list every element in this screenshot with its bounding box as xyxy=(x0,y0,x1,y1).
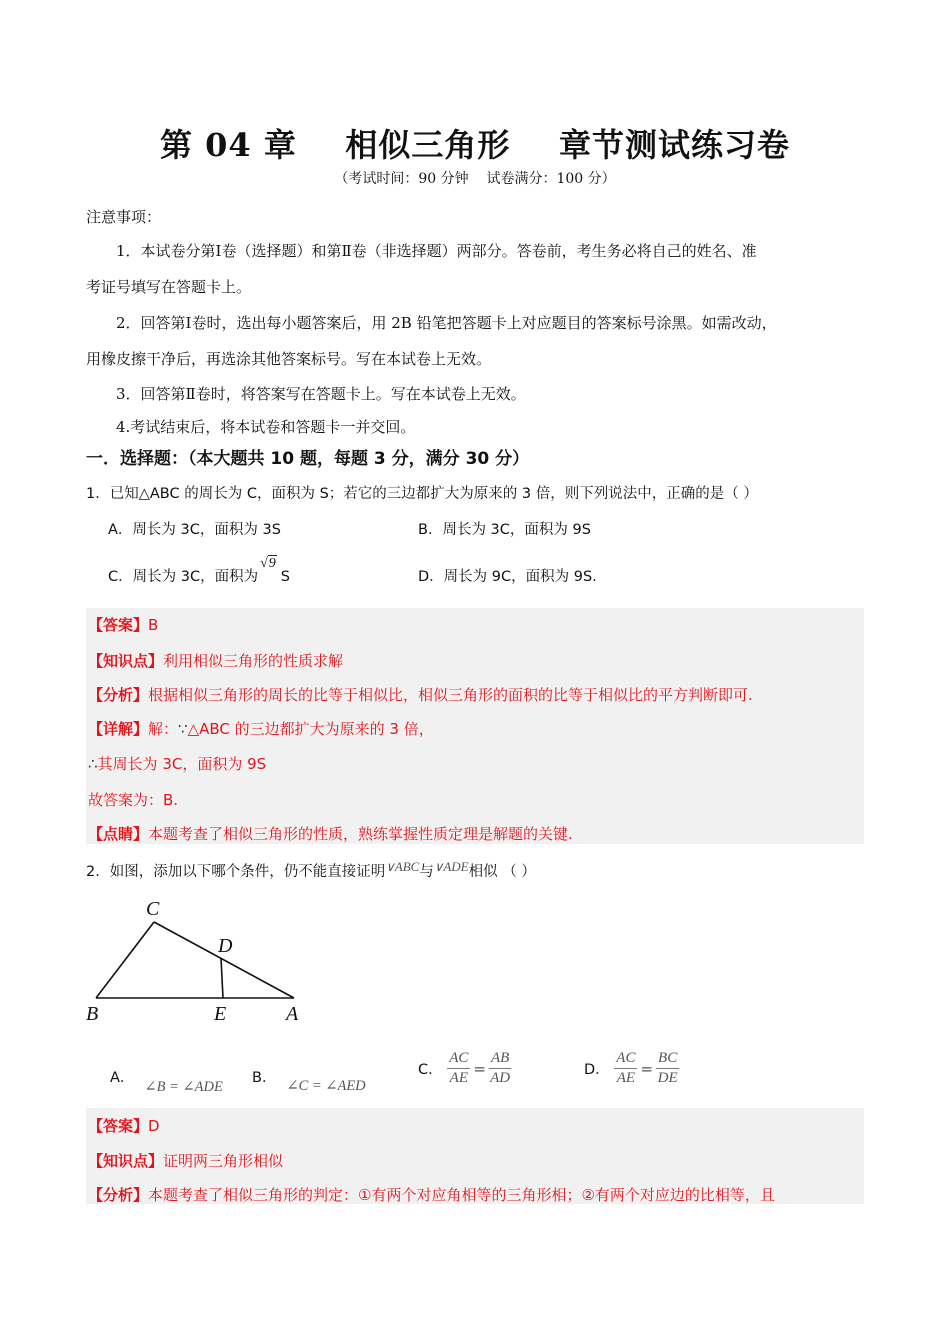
document-subtitle: （考试时间：90 分钟 试卷满分：100 分） xyxy=(334,171,616,187)
question-2-option-d: D． $\frac{AC}{AE}$ = $\frac{BC}{DE}$ xyxy=(584,1050,678,1086)
sqrt-value: 9 xyxy=(268,556,276,571)
label-a: A xyxy=(286,1003,299,1025)
option-c-suffix: S xyxy=(280,569,290,585)
question-2-option-c: C． $\frac{AC}{AE}$ = $\frac{AB}{AD}$ xyxy=(418,1050,511,1086)
document-title: 第 04 章 相似三角形 章节测试练习卷 xyxy=(160,126,790,164)
q1-comment: 【点睛】本题考查了相似三角形的性质，熟练掌握性质定理是解题的关键. xyxy=(88,825,573,843)
triangle-abc: ∨ABC xyxy=(385,859,420,874)
question-1-option-d: D．周长为 9C，面积为 9S. xyxy=(418,569,597,585)
q1-knowledge-point: 【知识点】利用相似三角形的性质求解 xyxy=(88,652,344,670)
q1-detail-3: 故答案为：B. xyxy=(88,791,179,809)
label-e: E xyxy=(214,1003,227,1025)
fraction-bc-de: $\frac{BC}{DE}$ xyxy=(657,1050,678,1086)
notice-item-1-line1: 1．本试卷分第Ⅰ卷（选择题）和第Ⅱ卷（非选择题）两部分。答卷前，考生务必将自己的姓名、准 xyxy=(116,242,757,260)
label-d: D xyxy=(218,935,233,957)
option-b-expression: ∠C = ∠AED xyxy=(286,1078,366,1094)
notice-item-2-line1: 2．回答第Ⅰ卷时，选出每小题答案后，用 2B 铅笔把答题卡上对应题目的答案标号涂黑。如需改动， xyxy=(116,314,777,332)
fraction-ab-ad: $\frac{AB}{AD}$ xyxy=(490,1050,511,1086)
question-1-option-c xyxy=(108,556,290,586)
q2-answer: 【答案】D xyxy=(88,1117,160,1135)
fraction-ac-ae: $\frac{AC}{AE}$ xyxy=(616,1050,636,1086)
triangle-figure xyxy=(80,892,340,1032)
notice-item-2-line2: 用橡皮擦干净后，再选涂其他答案标号。写在本试卷上无效。 xyxy=(86,350,492,368)
label-c: C xyxy=(146,898,160,920)
notice-heading: 注意事项： xyxy=(86,208,162,226)
q2-analysis: 【分析】本题考查了相似三角形的判定：①有两个对应角相等的三角形相；②有两个对应边的比相等，且 xyxy=(88,1186,775,1204)
question-1-option-a: A．周长为 3C，面积为 3S xyxy=(108,522,281,538)
notice-item-4: 4.考试结束后，将本试卷和答题卡一并交回。 xyxy=(116,418,416,436)
section-heading: 一．选择题：（本大题共 10 题，每题 3 分，满分 30 分） xyxy=(86,449,530,469)
q1-analysis: 【分析】根据相似三角形的周长的比等于相似比，相似三角形的面积的比等于相似比的平方判断即可. xyxy=(88,686,753,704)
q1-answer: 【答案】B xyxy=(88,616,159,634)
question-2-stem: 2．如图，添加以下哪个条件，仍不能直接证明∨ABC与∨ADE相似 （ ） xyxy=(86,859,536,880)
q1-detail: 【详解】解：∵△ABC 的三边都扩大为原来的 3 倍， xyxy=(88,720,434,738)
question-1-option-b: B．周长为 3C，面积为 9S xyxy=(418,522,591,538)
label-b: B xyxy=(86,1003,99,1025)
option-a-expression: ∠B = ∠ADE xyxy=(144,1079,223,1095)
question-1-stem: 1．已知△ABC 的周长为 C，面积为 S；若它的三边都扩大为原来的 3 倍，则下列说法中，正确的是（ ） xyxy=(86,486,758,502)
question-2-option-a: A．∠B = ∠ADE xyxy=(110,1070,223,1095)
question-2-option-b: B． ∠C = ∠AED xyxy=(252,1070,366,1094)
notice-item-3: 3．回答第Ⅱ卷时，将答案写在答题卡上。写在本试卷上无效。 xyxy=(116,385,526,403)
triangle-ade: ∨ADE xyxy=(433,859,469,874)
option-c-prefix: C．周长为 3C，面积为 xyxy=(108,569,259,585)
notice-item-1-line2: 考证号填写在答题卡上。 xyxy=(86,278,252,296)
q2-knowledge-point: 【知识点】证明两三角形相似 xyxy=(88,1152,284,1170)
fraction-ac-ae: $\frac{AC}{AE}$ xyxy=(449,1050,469,1086)
sqrt-expression: √9 xyxy=(260,556,276,571)
q1-detail-2: ∴其周长为 3C，面积为 9S xyxy=(88,755,267,773)
